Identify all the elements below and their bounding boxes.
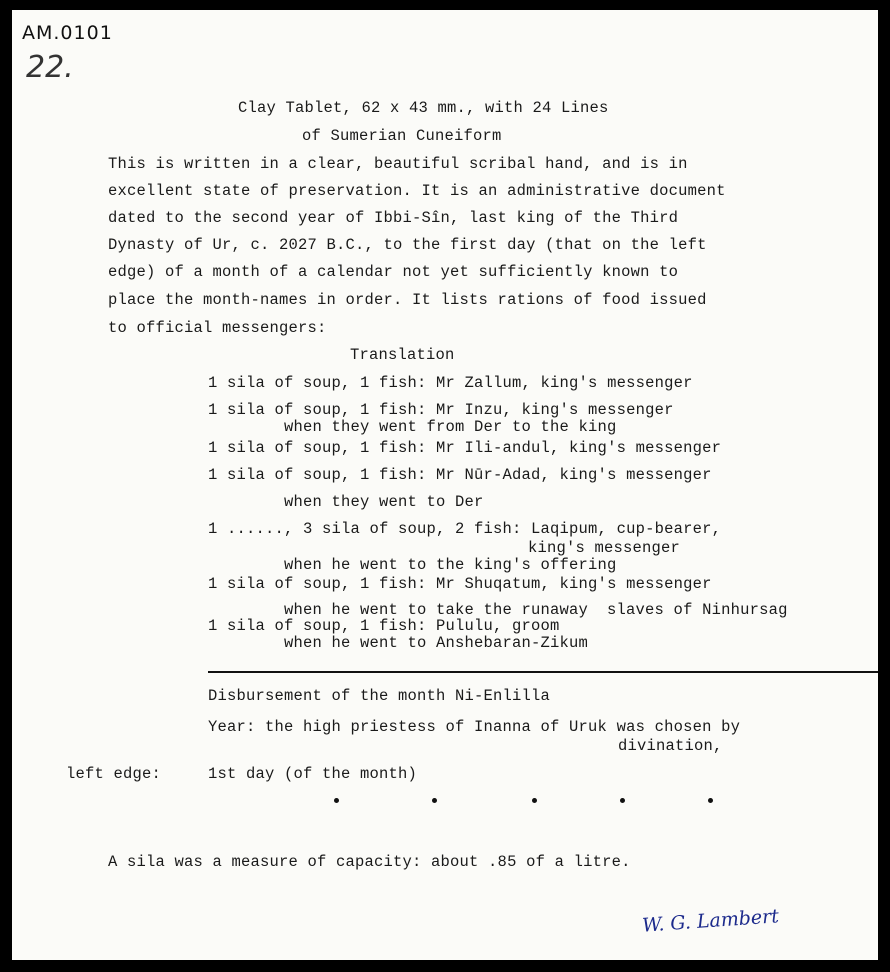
intro-line: Dynasty of Ur, c. 2027 B.C., to the first day (that on the left [108, 236, 707, 254]
document-page [12, 10, 878, 960]
left-edge-label: left edge: [66, 765, 162, 783]
translation-entry: 1 sila of soup, 1 fish: Pululu, groom [208, 617, 560, 635]
intro-line: edge) of a month of a calendar not yet sufficiently known to [108, 263, 679, 281]
disbursement-line: Disbursement of the month Ni-Enlilla [208, 687, 551, 705]
translation-entry: when he went to Anshebaran-Zikum [284, 634, 589, 652]
intro-line: place the month-names in order. It lists rations of food issued [108, 291, 707, 309]
handwritten-signature: W. G. Lambert [641, 905, 780, 937]
translation-entry: 1 sila of soup, 1 fish: Mr Shuqatum, king's messenger [208, 575, 712, 593]
translation-entry: when they went from Der to the king [284, 418, 617, 436]
intro-line: excellent state of preservation. It is an administrative document [108, 182, 726, 200]
divider-line [208, 671, 878, 673]
footnote: A sila was a measure of capacity: about .85 of a litre. [108, 853, 631, 871]
handwritten-number: 22. [26, 50, 74, 85]
year-line-2: divination, [618, 737, 723, 755]
translation-entry: 1 ......, 3 sila of soup, 2 fish: Laqipum, cup-bearer, [208, 520, 722, 538]
left-edge-value: 1st day (of the month) [208, 765, 418, 783]
title-line-1: Clay Tablet, 62 x 43 mm., with 24 Lines [238, 99, 609, 117]
dot-marker [708, 798, 713, 803]
title-line-2: of Sumerian Cuneiform [302, 127, 502, 145]
dot-marker [532, 798, 537, 803]
handwritten-reference: AM.0101 [22, 22, 113, 44]
translation-entry: king's messenger [528, 539, 681, 557]
intro-line: to official messengers: [108, 319, 327, 337]
translation-entry: when he went to take the runaway slaves of Ninhursag [284, 601, 788, 619]
intro-line: dated to the second year of Ibbi-Sîn, last king of the Third [108, 209, 679, 227]
intro-line: This is written in a clear, beautiful scribal hand, and is in [108, 155, 688, 173]
dot-marker [620, 798, 625, 803]
translation-heading: Translation [350, 346, 455, 364]
translation-entry: when he went to the king's offering [284, 556, 617, 574]
dot-marker [334, 798, 339, 803]
translation-entry: 1 sila of soup, 1 fish: Mr Zallum, king's messenger [208, 374, 693, 392]
translation-entry: when they went to Der [284, 493, 484, 511]
translation-entry: 1 sila of soup, 1 fish: Mr Ili-andul, king's messenger [208, 439, 722, 457]
year-line-1: Year: the high priestess of Inanna of Uruk was chosen by [208, 718, 741, 736]
dot-marker [432, 798, 437, 803]
translation-entry: 1 sila of soup, 1 fish: Mr Nūr-Adad, king's messenger [208, 466, 712, 484]
translation-entry: 1 sila of soup, 1 fish: Mr Inzu, king's messenger [208, 401, 674, 419]
